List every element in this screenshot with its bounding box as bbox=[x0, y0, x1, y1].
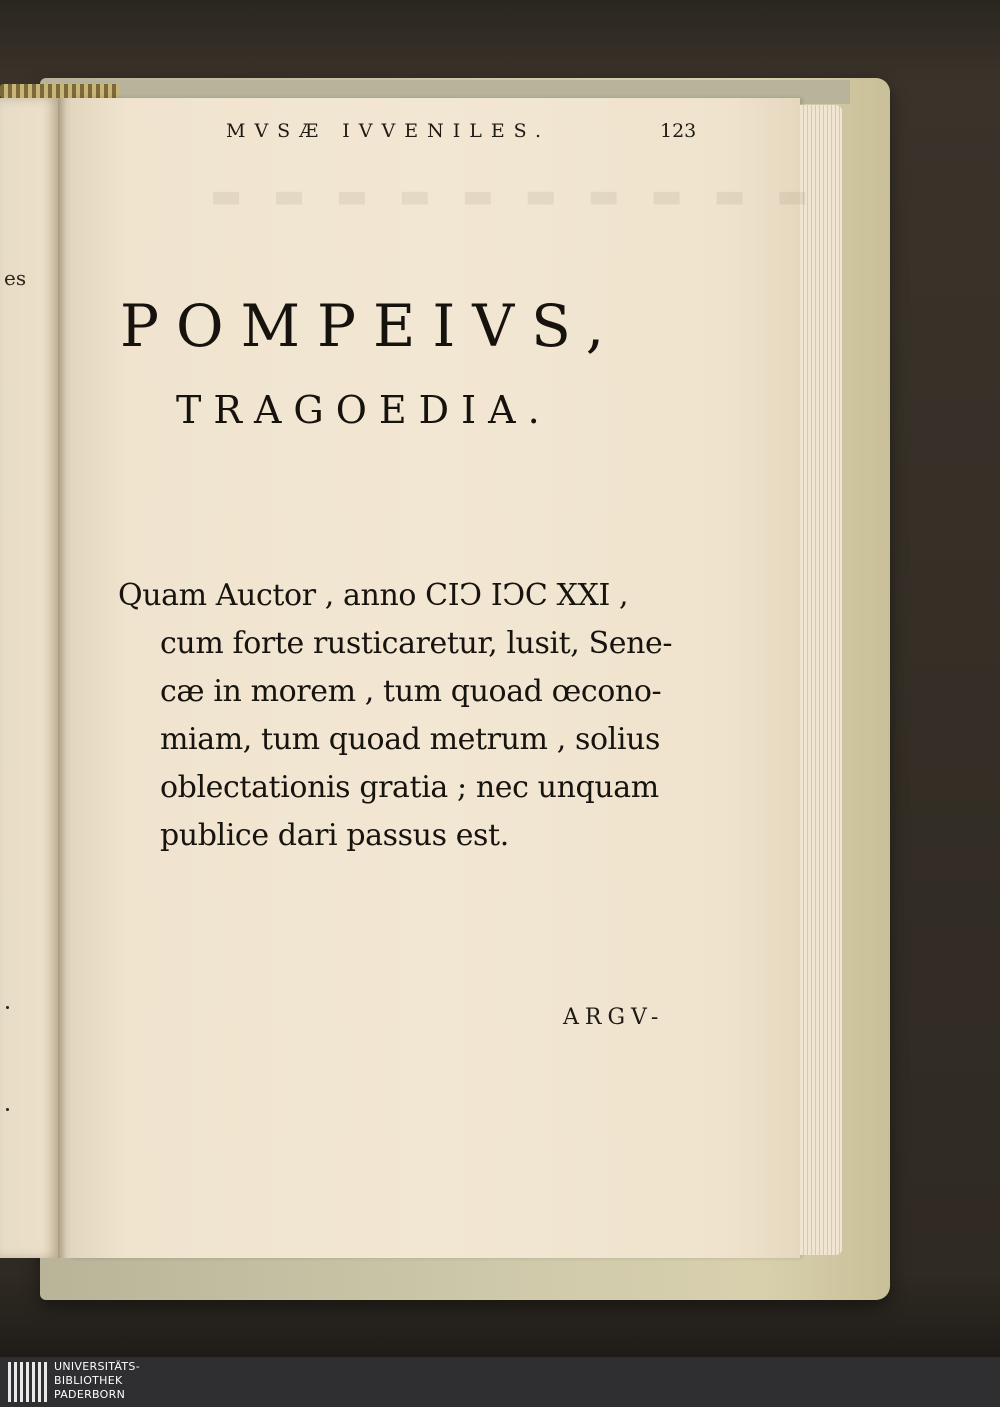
university-logo-icon bbox=[8, 1362, 48, 1402]
institution-name bbox=[54, 1360, 140, 1402]
institution-line: UNIVERSITÄTS- bbox=[54, 1360, 140, 1373]
page-number: 123 bbox=[660, 120, 697, 142]
left-page-fragment: es bbox=[4, 266, 27, 290]
left-page bbox=[0, 98, 60, 1258]
left-page-mark bbox=[6, 1006, 9, 1009]
institution-line: BIBLIOTHEK bbox=[54, 1374, 123, 1387]
page-title: POMPEIVS, bbox=[120, 292, 622, 360]
page-subtitle: TRAGOEDIA. bbox=[176, 388, 552, 432]
catchword: ARGV- bbox=[563, 1005, 665, 1030]
body-line: oblectationis gratia ; nec unquam bbox=[160, 770, 659, 805]
institution-line: PADERBORN bbox=[54, 1388, 126, 1401]
body-line: publice dari passus est. bbox=[160, 818, 509, 853]
page-edges bbox=[800, 105, 842, 1255]
body-line: cum forte rusticaretur, lusit, Sene- bbox=[160, 626, 673, 661]
left-page-mark bbox=[6, 1108, 9, 1111]
body-line: cæ in morem , tum quoad œcono- bbox=[160, 674, 662, 709]
show-through: ▬ ▬ ▬ ▬ ▬ ▬ ▬ ▬ ▬ ▬ bbox=[210, 176, 819, 216]
headband bbox=[0, 84, 120, 98]
body-line: miam, tum quoad metrum , solius bbox=[160, 722, 660, 757]
footer-bar bbox=[0, 1357, 1000, 1407]
body-line: Quam Auctor , anno CIↃ IↃC XXI , bbox=[118, 578, 629, 613]
running-head: MVSÆ IVVENILES. bbox=[226, 120, 551, 142]
body-text bbox=[118, 572, 718, 860]
